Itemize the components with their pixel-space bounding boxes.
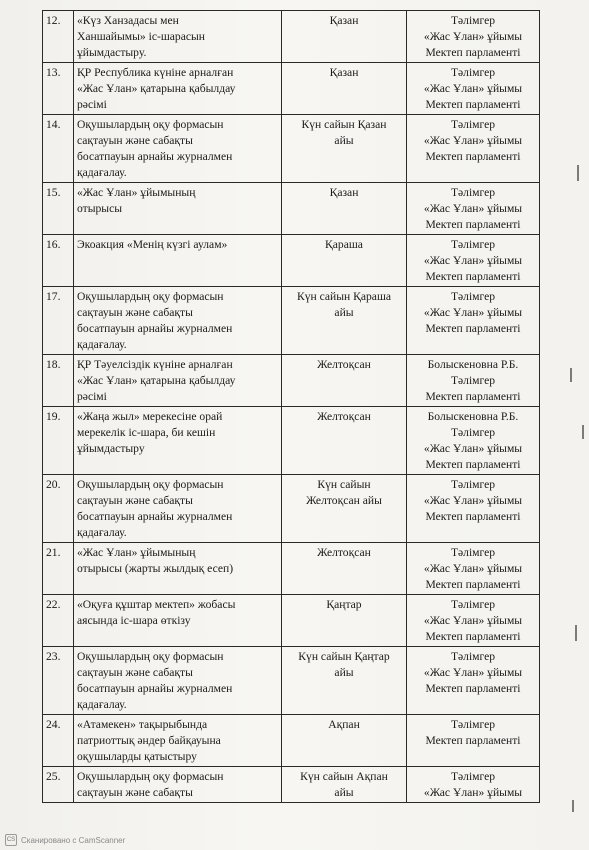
- date-cell: [282, 715, 407, 767]
- date-cell: [282, 355, 407, 407]
- table-row: [43, 715, 540, 767]
- activity-cell-line: қадағалау.: [77, 526, 127, 539]
- date-cell-line: Күн сайын Ақпан: [300, 770, 388, 783]
- scan-artifact: [572, 800, 574, 812]
- responsible-cell: [407, 355, 540, 407]
- responsible-cell-line: Мектеп парламенті: [425, 734, 521, 747]
- activity-cell-line: Оқушылардың оқу формасын: [77, 650, 224, 663]
- date-cell: [282, 407, 407, 475]
- row-number: 18.: [43, 355, 74, 407]
- responsible-cell: [407, 715, 540, 767]
- activity-cell-line: ұйымдастыру.: [77, 46, 147, 59]
- activity-cell-line: Ханшайымы» іс-шарасын: [77, 30, 205, 43]
- responsible-cell: [407, 595, 540, 647]
- date-cell-line: Күн сайын Қараша: [296, 290, 392, 303]
- activity-cell-line: қадағалау.: [77, 338, 127, 351]
- row-number: 13.: [43, 63, 74, 115]
- row-number: 12.: [43, 11, 74, 63]
- date-cell-line: Желтоқсан: [317, 358, 371, 371]
- responsible-cell-line: Мектеп парламенті: [425, 322, 521, 335]
- responsible-cell-line: Мектеп парламенті: [425, 46, 521, 59]
- activity-cell-line: «Атамекен» тақырыбында: [77, 718, 208, 731]
- responsible-cell-line: Мектеп парламенті: [425, 270, 521, 283]
- activity-cell: [74, 115, 282, 183]
- activity-cell-line: «Күз Ханзадасы мен: [77, 14, 179, 27]
- date-cell-line: Желтоқсан: [317, 410, 371, 423]
- table-row: [43, 543, 540, 595]
- date-cell-line: Қаңтар: [326, 598, 362, 611]
- responsible-cell-line: «Жас Ұлан» ұйымы: [423, 254, 523, 267]
- camscanner-logo-icon: CS: [5, 834, 17, 846]
- responsible-cell-line: Тәлімгер: [450, 546, 496, 559]
- row-number: 16.: [43, 235, 74, 287]
- row-number: 22.: [43, 595, 74, 647]
- date-cell: [282, 235, 407, 287]
- responsible-cell-line: Мектеп парламенті: [425, 150, 521, 163]
- date-cell-line: Күн сайын: [317, 478, 371, 491]
- row-number: 20.: [43, 475, 74, 543]
- activity-cell: [74, 595, 282, 647]
- responsible-cell-line: «Жас Ұлан» ұйымы: [423, 306, 523, 319]
- date-cell-line: Күн сайын Қазан: [301, 118, 387, 131]
- activity-cell-line: сақтауын және сабақты: [77, 306, 193, 319]
- date-cell: [282, 115, 407, 183]
- table-row: [43, 183, 540, 235]
- responsible-cell-line: Мектеп парламенті: [425, 682, 521, 695]
- table-row: [43, 63, 540, 115]
- activity-cell: [74, 235, 282, 287]
- activity-cell-line: Оқушылардың оқу формасын: [77, 478, 224, 491]
- activity-cell-line: «Жас Ұлан» қатарына қабылдау: [77, 82, 236, 95]
- row-number: 25.: [43, 767, 74, 803]
- responsible-cell: [407, 287, 540, 355]
- responsible-cell-line: «Жас Ұлан» ұйымы: [423, 786, 523, 799]
- activity-cell-line: Оқушылардың оқу формасын: [77, 118, 224, 131]
- date-cell-line: Күн сайын Қаңтар: [298, 650, 390, 663]
- activity-cell-line: «Жаңа жыл» мерекесіне орай: [77, 410, 223, 423]
- activity-cell-line: босатпауын арнайы журналмен: [77, 682, 233, 695]
- date-cell-line: Қараша: [325, 238, 363, 251]
- row-number: 21.: [43, 543, 74, 595]
- date-cell: [282, 63, 407, 115]
- table-row: [43, 407, 540, 475]
- date-cell: [282, 647, 407, 715]
- events-table: [42, 10, 540, 803]
- activity-cell-line: қадағалау.: [77, 698, 127, 711]
- responsible-cell-line: Тәлімгер: [450, 718, 496, 731]
- scan-artifact: [577, 165, 579, 181]
- activity-cell-line: патриоттық әндер байқауына: [77, 734, 221, 747]
- date-cell-line: Қазан: [329, 14, 359, 27]
- activity-cell-line: аясында іс-шара өткізу: [77, 614, 191, 627]
- activity-cell-line: отырысы (жарты жылдық есеп): [77, 562, 234, 575]
- responsible-cell: [407, 407, 540, 475]
- activity-cell-line: Экоакция «Менің күзгі аулам»: [77, 238, 228, 251]
- responsible-cell-line: «Жас Ұлан» ұйымы: [423, 82, 523, 95]
- date-cell-line: Желтоқсан: [317, 546, 371, 559]
- row-number: 24.: [43, 715, 74, 767]
- table-row: [43, 767, 540, 803]
- responsible-cell-line: Мектеп парламенті: [425, 390, 521, 403]
- activity-cell: [74, 287, 282, 355]
- activity-cell: [74, 475, 282, 543]
- responsible-cell: [407, 63, 540, 115]
- responsible-cell: [407, 115, 540, 183]
- events-table-body: [43, 11, 540, 803]
- scan-artifact: [570, 368, 572, 382]
- responsible-cell: [407, 11, 540, 63]
- responsible-cell-line: Тәлімгер: [450, 66, 496, 79]
- table-row: [43, 287, 540, 355]
- responsible-cell-line: Тәлімгер: [450, 374, 496, 387]
- activity-cell: [74, 543, 282, 595]
- responsible-cell-line: Тәлімгер: [450, 426, 496, 439]
- activity-cell-line: босатпауын арнайы журналмен: [77, 510, 233, 523]
- activity-cell-line: қадағалау.: [77, 166, 127, 179]
- row-number: 19.: [43, 407, 74, 475]
- responsible-cell-line: Болыскеновна Р.Б.: [427, 358, 519, 371]
- date-cell-line: Ақпан: [328, 718, 360, 731]
- activity-cell-line: «Жас Ұлан» ұйымының: [77, 186, 196, 199]
- activity-cell-line: сақтауын және сабақты: [77, 666, 193, 679]
- activity-cell-line: ҚР Республика күніне арналған: [77, 66, 234, 79]
- responsible-cell-line: «Жас Ұлан» ұйымы: [423, 134, 523, 147]
- responsible-cell-line: Тәлімгер: [450, 770, 496, 783]
- date-cell: [282, 767, 407, 803]
- table-row: [43, 235, 540, 287]
- date-cell: [282, 183, 407, 235]
- responsible-cell: [407, 647, 540, 715]
- date-cell-line: айы: [334, 666, 354, 679]
- responsible-cell-line: «Жас Ұлан» ұйымы: [423, 614, 523, 627]
- activity-cell: [74, 407, 282, 475]
- table-row: [43, 647, 540, 715]
- responsible-cell-line: Тәлімгер: [450, 186, 496, 199]
- responsible-cell-line: «Жас Ұлан» ұйымы: [423, 442, 523, 455]
- activity-cell-line: «Оқуға құштар мектеп» жобасы: [77, 598, 236, 611]
- activity-cell-line: Оқушылардың оқу формасын: [77, 290, 224, 303]
- responsible-cell: [407, 767, 540, 803]
- responsible-cell-line: Тәлімгер: [450, 598, 496, 611]
- responsible-cell: [407, 183, 540, 235]
- responsible-cell-line: Тәлімгер: [450, 650, 496, 663]
- responsible-cell-line: Тәлімгер: [450, 14, 496, 27]
- activity-cell: [74, 183, 282, 235]
- activity-cell: [74, 767, 282, 803]
- date-cell-line: айы: [334, 306, 354, 319]
- activity-cell-line: сақтауын және сабақты: [77, 494, 193, 507]
- responsible-cell-line: «Жас Ұлан» ұйымы: [423, 30, 523, 43]
- responsible-cell-line: «Жас Ұлан» ұйымы: [423, 494, 523, 507]
- activity-cell-line: мерекелік іс-шара, би кешін: [77, 426, 216, 439]
- date-cell: [282, 11, 407, 63]
- activity-cell-line: ұйымдастыру: [77, 442, 145, 455]
- responsible-cell-line: Тәлімгер: [450, 118, 496, 131]
- activity-cell: [74, 11, 282, 63]
- table-row: [43, 595, 540, 647]
- responsible-cell-line: «Жас Ұлан» ұйымы: [423, 562, 523, 575]
- activity-cell: [74, 647, 282, 715]
- responsible-cell-line: Мектеп парламенті: [425, 630, 521, 643]
- responsible-cell-line: Тәлімгер: [450, 478, 496, 491]
- date-cell-line: айы: [334, 786, 354, 799]
- activity-cell-line: ҚР Тәуелсіздік күніне арналған: [77, 358, 233, 371]
- responsible-cell-line: «Жас Ұлан» ұйымы: [423, 202, 523, 215]
- table-row: [43, 355, 540, 407]
- responsible-cell-line: Тәлімгер: [450, 238, 496, 251]
- date-cell: [282, 475, 407, 543]
- row-number: 14.: [43, 115, 74, 183]
- responsible-cell-line: Мектеп парламенті: [425, 218, 521, 231]
- date-cell-line: Желтоқсан айы: [306, 494, 382, 507]
- activity-cell-line: сақтауын және сабақты: [77, 134, 193, 147]
- scanner-watermark: [5, 834, 125, 846]
- table-row: [43, 11, 540, 63]
- responsible-cell-line: Мектеп парламенті: [425, 458, 521, 471]
- responsible-cell-line: Болыскеновна Р.Б.: [427, 410, 519, 423]
- activity-cell-line: сақтауын және сабақты: [77, 786, 193, 799]
- responsible-cell: [407, 543, 540, 595]
- row-number: 23.: [43, 647, 74, 715]
- date-cell-line: Қазан: [329, 66, 359, 79]
- responsible-cell-line: Мектеп парламенті: [425, 98, 521, 111]
- activity-cell-line: отырысы: [77, 202, 123, 215]
- activity-cell-line: босатпауын арнайы журналмен: [77, 322, 233, 335]
- activity-cell-line: босатпауын арнайы журналмен: [77, 150, 233, 163]
- activity-cell: [74, 355, 282, 407]
- table-row: [43, 115, 540, 183]
- responsible-cell: [407, 475, 540, 543]
- scan-artifact: [582, 425, 584, 439]
- activity-cell: [74, 715, 282, 767]
- row-number: 17.: [43, 287, 74, 355]
- activity-cell: [74, 63, 282, 115]
- activity-cell-line: рәсімі: [77, 390, 107, 403]
- scan-artifact: [575, 625, 577, 641]
- date-cell-line: айы: [334, 134, 354, 147]
- date-cell: [282, 543, 407, 595]
- date-cell: [282, 287, 407, 355]
- responsible-cell: [407, 235, 540, 287]
- date-cell: [282, 595, 407, 647]
- table-row: [43, 475, 540, 543]
- responsible-cell-line: Тәлімгер: [450, 290, 496, 303]
- responsible-cell-line: Мектеп парламенті: [425, 578, 521, 591]
- date-cell-line: Қазан: [329, 186, 359, 199]
- activity-cell-line: «Жас Ұлан» қатарына қабылдау: [77, 374, 236, 387]
- row-number: 15.: [43, 183, 74, 235]
- responsible-cell-line: Мектеп парламенті: [425, 510, 521, 523]
- responsible-cell-line: «Жас Ұлан» ұйымы: [423, 666, 523, 679]
- activity-cell-line: Оқушылардың оқу формасын: [77, 770, 224, 783]
- activity-cell-line: рәсімі: [77, 98, 107, 111]
- scanner-watermark-text: Сканировано с CamScanner: [21, 835, 126, 845]
- activity-cell-line: «Жас Ұлан» ұйымының: [77, 546, 196, 559]
- activity-cell-line: оқушыларды қатыстыру: [77, 750, 197, 763]
